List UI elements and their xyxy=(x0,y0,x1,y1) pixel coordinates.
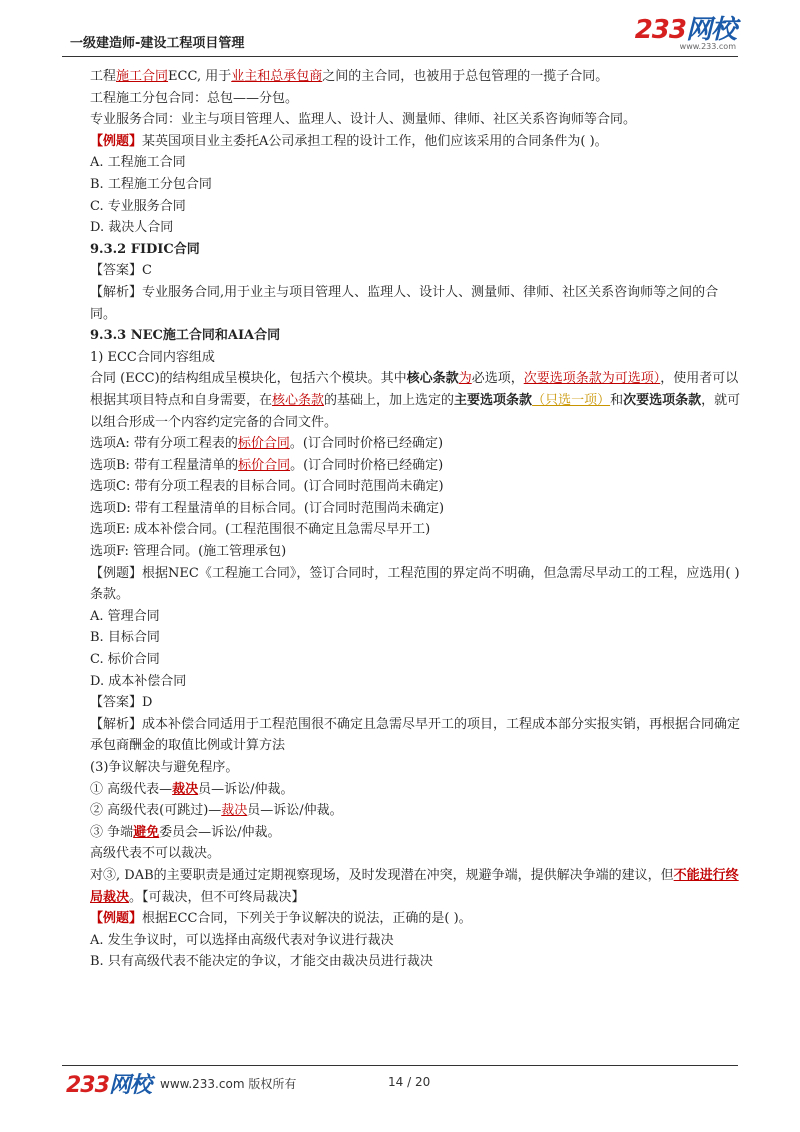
option-item-d: 选项D: 带有工程量清单的目标合同。(订合同时范围尚未确定) xyxy=(90,500,445,516)
highlight-text: 裁决 xyxy=(172,781,199,797)
logo-wordmark xyxy=(635,16,736,44)
text: ③ 争端 xyxy=(90,824,134,840)
highlight-text: 不能进行终局裁决 xyxy=(90,867,739,905)
document-header-title: 一级建造师-建设工程项目管理 xyxy=(70,36,245,51)
dispute-step-3 xyxy=(70,822,742,844)
answer-1: 【答案】C xyxy=(90,263,152,279)
text: 的基础上，加上选定的 xyxy=(324,392,455,408)
paragraph-senior-rep: 高级代表不可以裁决。 xyxy=(90,846,221,862)
text: 委员会—诉讼/仲裁。 xyxy=(159,824,281,840)
highlight-text: 核心条款 xyxy=(272,392,325,408)
logo-number: 233 xyxy=(634,15,686,45)
analysis-2 xyxy=(70,714,742,757)
highlight-text: 次要选项条款为可选项） xyxy=(523,371,661,387)
brand-logo xyxy=(635,16,736,51)
text: ECC, 用于 xyxy=(168,69,232,84)
q2-option-d: D. 成本补偿合同 xyxy=(90,673,187,689)
analysis-tag: 【解析】 xyxy=(90,716,143,732)
text: 选项B: 带有工程量清单的 xyxy=(90,457,239,473)
text: 。【可裁决，但不可终局裁决】 xyxy=(129,889,305,905)
bold-text: 主要选项条款 xyxy=(454,392,533,408)
text: 和 xyxy=(610,392,624,408)
footer-divider xyxy=(62,1065,738,1066)
text: 根据ECC合同，下列关于争议解决的说法，正确的是( )。 xyxy=(142,911,472,927)
text: 合同 (ECC)的结构组成呈模块化，包括六个模块。其中 xyxy=(90,371,407,387)
example-question-3 xyxy=(70,908,742,930)
option-a: A. 工程施工合同 xyxy=(90,155,186,171)
example-question-1 xyxy=(70,131,742,153)
option-item-f: 选项F: 管理合同。(施工管理承包) xyxy=(90,544,287,560)
q2-option-b: B. 目标合同 xyxy=(90,630,160,646)
example-tag: 【例题】 xyxy=(90,133,143,149)
section-heading-nec: 9.3.3 NEC施工合同和AIA合同 xyxy=(90,328,281,344)
text: ① 高级代表— xyxy=(90,781,173,797)
option-c: C. 专业服务合同 xyxy=(90,198,186,214)
text: ② 高级代表(可跳过)— xyxy=(90,803,222,819)
text: 。(订合同时价格已经确定) xyxy=(290,457,444,473)
q3-option-b: B. 只有高级代表不能决定的争议，才能交由裁决员进行裁决 xyxy=(90,954,433,970)
highlight-text: （只选一项） xyxy=(532,392,611,408)
text: 员—诉讼/仲裁。 xyxy=(198,781,294,797)
document-body xyxy=(70,66,742,973)
subheading-dispute: (3)争议解决与避免程序。 xyxy=(90,760,239,775)
answer-2: 【答案】D xyxy=(90,695,153,711)
option-item-a xyxy=(70,433,742,455)
highlight-text: 标价合同 xyxy=(237,436,290,452)
logo-url: www.233.com xyxy=(679,42,736,51)
header-divider xyxy=(62,56,738,57)
highlight-text: 业主和总承包商 xyxy=(231,69,323,84)
page-number: 14 / 20 xyxy=(388,1075,431,1089)
footer-logo-chinese: 网校 xyxy=(108,1073,151,1098)
example-question-2 xyxy=(70,563,742,606)
example-tag: 【例题】 xyxy=(90,911,143,927)
text: 根据NEC《工程施工合同》，签订合同时，工程范围的界定尚不明确，但急需尽早动工的工程，应选用( )条款。 xyxy=(90,565,740,603)
bold-text: 核心条款 xyxy=(406,371,459,387)
highlight-text: 为 xyxy=(458,371,472,387)
text: 员—诉讼/仲裁。 xyxy=(247,803,343,819)
text: ，使用者可以根据其项目特点和自身需要，在 xyxy=(90,371,739,408)
analysis-tag: 【解析】 xyxy=(90,284,143,300)
text: 工程 xyxy=(90,69,117,84)
text: 对③, DAB的主要职责是通过定期视察现场，及时发现潜在冲突，规避争端，提供解决争端的建议，但 xyxy=(90,867,674,883)
dispute-step-1 xyxy=(70,779,742,801)
highlight-text: 标价合同 xyxy=(238,457,291,473)
text: 必选项， xyxy=(471,371,524,387)
paragraph-professional: 专业服务合同：业主与项目管理人、监理人、设计人、测量师、律师、社区关系咨询师等合同。 xyxy=(90,112,637,128)
text: ，就可以组合形成一个内容约定完备的合同文件。 xyxy=(90,392,741,430)
bold-text: 次要选项条款 xyxy=(623,392,702,408)
text: 某英国项目业主委托A公司承担工程的设计工作，他们应该采用的合同条件为( )。 xyxy=(142,133,608,149)
paragraph-ecc-structure xyxy=(70,368,742,433)
highlight-text: 避免 xyxy=(133,824,160,840)
option-item-e: 选项E: 成本补偿合同。(工程范围很不确定且急需尽早开工) xyxy=(90,522,431,538)
logo-chinese: 网校 xyxy=(685,15,736,45)
subheading-ecc: 1) ECC合同内容组成 xyxy=(90,349,215,365)
dispute-step-2 xyxy=(70,800,742,822)
text: 。(订合同时价格已经确定) xyxy=(289,436,444,452)
paragraph-dab xyxy=(70,865,742,908)
highlight-text: 裁决 xyxy=(221,803,248,819)
section-heading-fidic: 9.3.2 FIDIC合同 xyxy=(90,241,200,257)
highlight-text: 施工合同 xyxy=(116,69,169,84)
option-b: B. 工程施工分包合同 xyxy=(90,176,212,192)
q2-option-c: C. 标价合同 xyxy=(90,652,160,668)
analysis-1 xyxy=(70,282,742,325)
option-d: D. 裁决人合同 xyxy=(90,220,174,236)
text: 选项A: 带有分项工程表的 xyxy=(90,436,238,452)
footer-logo xyxy=(66,1068,151,1099)
text: 专业服务合同,用于业主与项目管理人、监理人、设计人、测量师、律师、社区关系咨询师等之间的合同。 xyxy=(90,284,719,322)
text: 之间的主合同，也被用于总包管理的一揽子合同。 xyxy=(322,69,609,84)
footer-copyright: www.233.com 版权所有 xyxy=(160,1077,297,1091)
paragraph-ecc xyxy=(70,66,742,88)
footer-logo-number: 233 xyxy=(66,1073,109,1098)
text: 成本补偿合同适用于工程范围很不确定且急需尽早开工的项目，工程成本部分实报实销，再根据合同确定承包商酬金的取值比例或计算方法 xyxy=(90,716,741,754)
paragraph-subcontract: 工程施工分包合同：总包——分包。 xyxy=(90,90,299,106)
option-item-b xyxy=(70,455,742,477)
q3-option-a: A. 发生争议时，可以选择由高级代表对争议进行裁决 xyxy=(90,932,394,948)
q2-option-a: A. 管理合同 xyxy=(90,608,160,624)
example-tag: 【例题】 xyxy=(90,565,143,581)
option-item-c: 选项C: 带有分项工程表的目标合同。(订合同时范围尚未确定) xyxy=(90,479,444,495)
